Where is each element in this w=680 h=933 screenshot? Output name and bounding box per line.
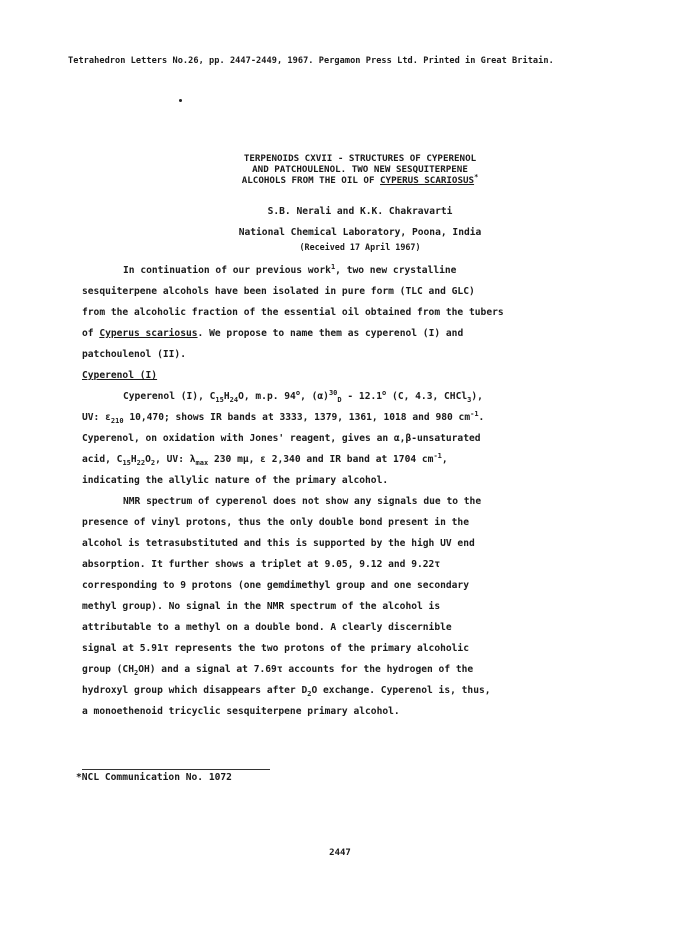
section-heading: Cyperenol (I) [82,370,158,381]
body-line: of Cyperus scariosus. We propose to name them as cyperenol (I) and [82,328,464,339]
page-number: 2447 [329,848,351,858]
article-body [82,260,592,722]
ink-dot [179,99,182,102]
footnote: *NCL Communication No. 1072 [76,772,232,783]
body-line: absorption. It further shows a triplet at 9.05, 9.12 and 9.22τ [82,559,441,570]
title-footnote-mark: * [474,172,479,181]
received-date: (Received 17 April 1967) [299,242,421,252]
title-line-1: TERPENOIDS CXVII - STRUCTURES OF CYPERENOL [243,153,477,164]
body-line: hydroxyl group which disappears after $D_2O$ exchange. Cyperenol is, thus, [82,685,491,698]
affiliation: National Chemical Laboratory, Poona, India [238,227,482,238]
body-line: group $(CH_2OH)$ and a signal at 7.69τ accounts for the hydrogen of the [82,664,474,677]
title-species: CYPERUS SCARIOSUS [380,175,475,186]
article-title [150,153,570,186]
body-line: alcohol is tetrasubstituted and this is supported by the high UV end [82,538,475,549]
body-line: signal at 5.91τ represents the two protons of the primary alcoholic [82,643,469,654]
body-line: attributable to a methyl on a double bond. A clearly discernible [82,622,452,633]
authors: S.B. Nerali and K.K. Chakravarti [267,206,453,217]
body-line: patchoulenol (II). [82,349,186,360]
journal-header: Tetrahedron Letters No.26, pp. 2447-2449, 1967. Pergamon Press Ltd. Printed in Great Britain. [68,56,554,66]
body-line: methyl group). No signal in the NMR spectrum of the alcohol is [82,601,441,612]
body-line: NMR spectrum of cyperenol does not show any signals due to the [123,496,482,507]
footnote-rule [82,769,270,770]
body-line: acid, $C_{15}H_{22}O_2$, UV: $\lambda_{max}$ 230 mμ, ε 2,340 and IR band at 1704 $cm^{-1}$, [82,451,448,467]
body-line: corresponding to 9 protons (one gemdimethyl group and one secondary [82,580,469,591]
title-line-2: AND PATCHOULENOL. TWO NEW SESQUITERPENE [252,164,468,175]
body-line: from the alcoholic fraction of the essential oil obtained from the tubers [82,307,504,318]
body-line: UV: $\varepsilon_{210}$ 10,470; shows IR bands at 3333, 1379, 1361, 1018 and 980 $cm^{-1}$. [82,409,485,425]
body-line: Cyperenol, on oxidation with Jones' reagent, gives an α,β-unsaturated [82,433,481,444]
body-line: In continuation of our previous work$^1$, two new crystalline [123,262,457,276]
body-line: indicating the allylic nature of the primary alcohol. [82,475,389,486]
body-line: Cyperenol (I), $C_{15}H_{24}O$, m.p. 94$^o$, $(\alpha)^{30}_D - 12.1^o$ (C, 4.3, CHCl$_3$), [123,388,483,404]
title-line-3 [150,172,570,186]
body-line: a monoethenoid tricyclic sesquiterpene primary alcohol. [82,706,400,717]
body-line: sesquiterpene alcohols have been isolated in pure form (TLC and GLC) [82,286,475,297]
body-line: presence of vinyl protons, thus the only double bond present in the [82,517,469,528]
title-line-3-text: ALCOHOLS FROM THE OIL OF [241,175,381,186]
